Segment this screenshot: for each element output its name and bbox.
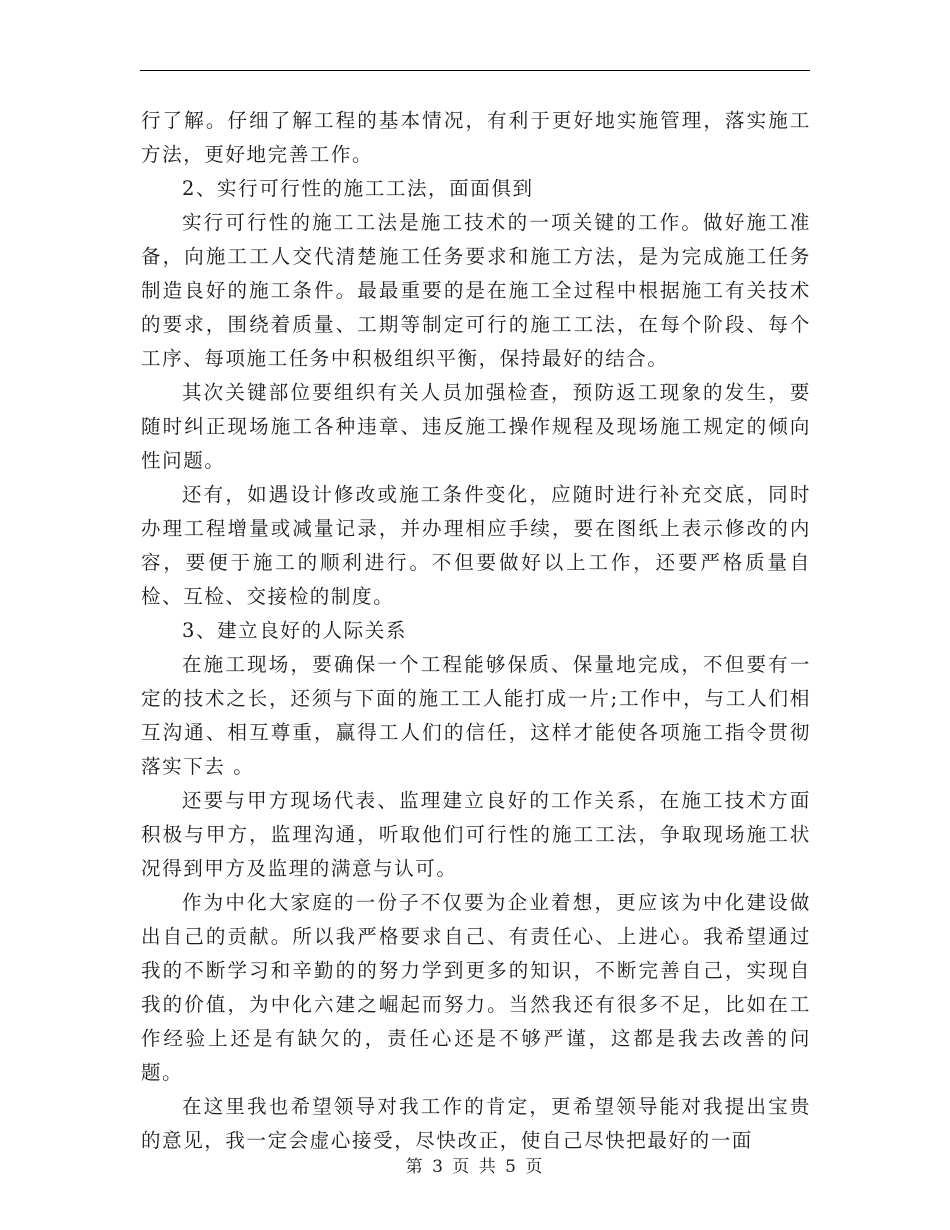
paragraph: 还要与甲方现场代表、监理建立良好的工作关系，在施工技术方面积极与甲方，监理沟通，听取他们可行性的施工工法，争取现场施工状况得到甲方及监理的满意与认可。 xyxy=(141,789,811,880)
page-footer: 第 3 页 共 5 页 xyxy=(405,1157,545,1177)
paragraph: 实行可行性的施工工法是施工技术的一项关键的工作。做好施工准备，向施工工人交代清楚施工任务要求和施工方法，是为完成施工任务制造良好的施工条件。最最重要的是在施工全过程中根据施工有关技术的要求，围绕着质量、工期等制定可行的施工工法，在每个阶段、每个工序、每项施工任务中积极组织平衡，保持最好的结合。 xyxy=(141,211,811,370)
paragraph: 作为中化大家庭的一份子不仅要为企业着想，更应该为中化建设做出自己的贡献。所以我严格要求自己、有责任心、上进心。我希望通过我的不断学习和辛勤的的努力学到更多的知识，不断完善自己，实现自我的价值，为中化六建之崛起而努力。当然我还有很多不足，比如在工作经验上还是有缺欠的，责任心还是不够严谨，这都是我去改善的问题。 xyxy=(141,891,811,1084)
paragraph: 在施工现场，要确保一个工程能够保质、保量地完成，不但要有一定的技术之长，还须与下面的施工工人能打成一片;工作中，与工人们相互沟通、相互尊重，赢得工人们的信任，这样才能使各项施工指令贯彻落实下去 。 xyxy=(141,653,811,778)
paragraph: 还有，如遇设计修改或施工条件变化，应随时进行补充交底，同时办理工程增量或减量记录，并办理相应手续，要在图纸上表示修改的内容，要便于施工的顺利进行。不但要做好以上工作，还要严格质量自检、互检、交接检的制度。 xyxy=(141,483,811,608)
document-body xyxy=(141,104,811,1158)
section-heading: 3、建立良好的人际关系 xyxy=(181,619,407,642)
paragraph: 其次关键部位要组织有关人员加强检查，预防返工现象的发生，要随时纠正现场施工各种违章、违反施工操作规程及现场施工规定的倾向性问题。 xyxy=(141,381,811,472)
paragraph: 在这里我也希望领导对我工作的肯定，更希望领导能对我提出宝贵的意见，我一定会虚心接受，尽快改正，使自己尽快把最好的一面 xyxy=(141,1095,811,1152)
header-rule xyxy=(140,70,810,71)
section-heading: 2、实行可行性的施工工法，面面俱到 xyxy=(181,177,534,200)
paragraph: 行了解。仔细了解工程的基本情况，有利于更好地实施管理，落实施工方法，更好地完善工作。 xyxy=(141,109,811,166)
